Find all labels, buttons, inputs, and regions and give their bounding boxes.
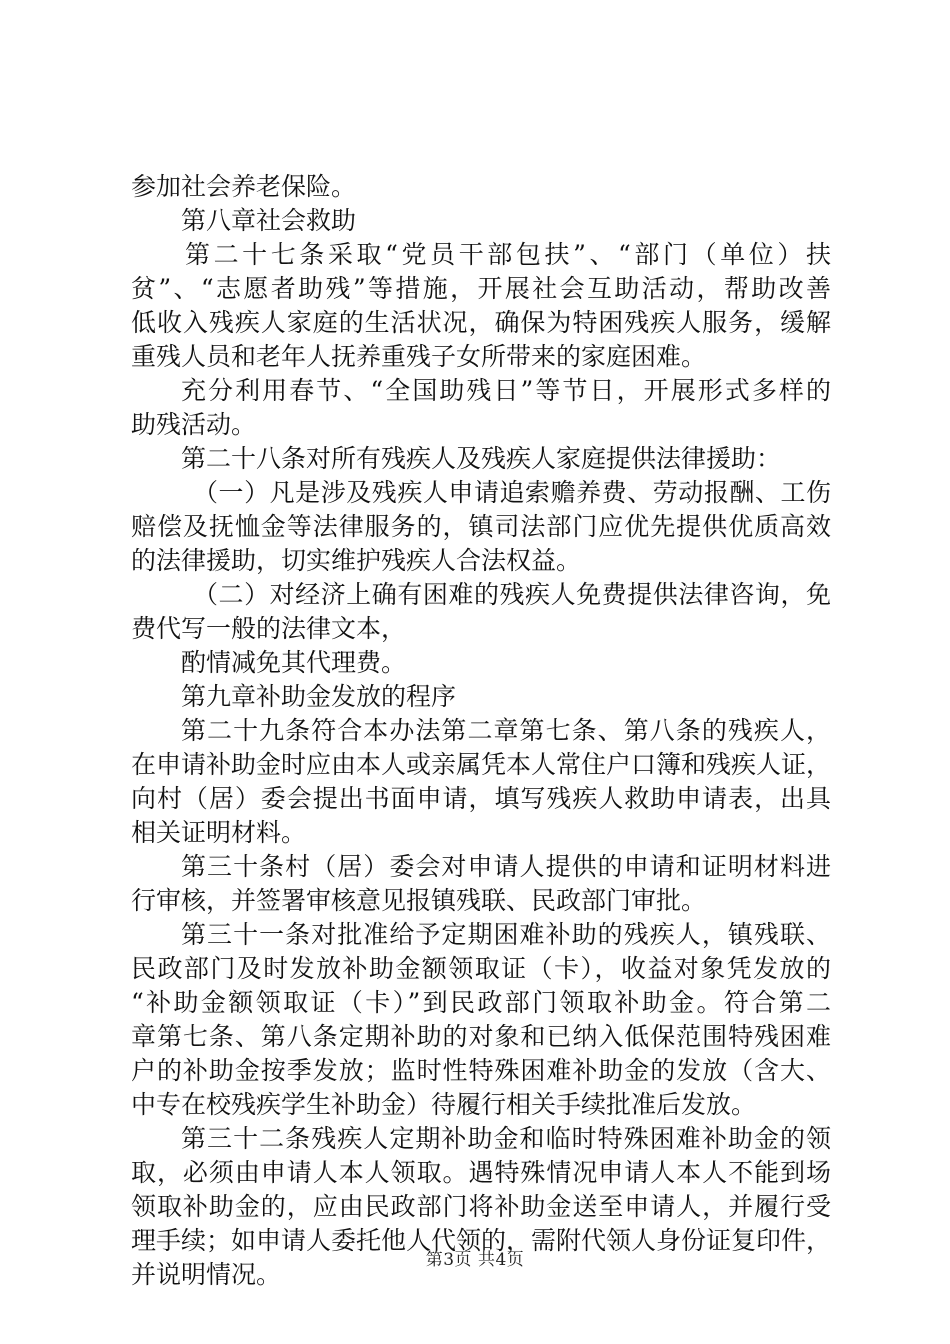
text-line: 民政部门及时发放补助金额领取证（卡），收益对象凭发放的 [131, 954, 831, 983]
text-line: 充分利用春节、“全国助残日”等节日，开展形式多样的 [181, 376, 831, 405]
text-line: 在申请补助金时应由本人或亲属凭本人常住户口簿和残疾人证， [131, 750, 831, 779]
text-line: 并说明情况。 [131, 1260, 282, 1289]
text-line: 行审核，并签署审核意见报镇残联、民政部门审批。 [131, 886, 707, 915]
text-line: 重残人员和老年人抚养重残子女所带来的家庭困难。 [131, 342, 707, 371]
text-line: 取，必须由申请人本人领取。遇特殊情况申请人本人不能到场 [131, 1158, 831, 1187]
text-line: 费代写一般的法律文本， [131, 614, 407, 643]
text-line: 贫”、“志愿者助残”等措施，开展社会互助活动，帮助改善 [131, 274, 831, 303]
text-line: 第二十七条采取“党员干部包扶”、“部门（单位）扶 [185, 240, 831, 269]
text-line: 章第七条、第八条定期补助的对象和已纳入低保范围特残困难 [131, 1022, 831, 1051]
text-line: 参加社会养老保险。 [131, 172, 357, 201]
text-line: 酌情减免其代理费。 [181, 648, 407, 677]
text-line: （一）凡是涉及残疾人申请追索赡养费、劳动报酬、工伤 [193, 478, 831, 507]
text-line: 第八章社会救助 [181, 206, 357, 235]
text-line: 第九章补助金发放的程序 [181, 682, 457, 711]
text-line: 相关证明材料。 [131, 818, 307, 847]
text-line: 领取补助金的，应由民政部门将补助金送至申请人，并履行受 [131, 1192, 831, 1221]
text-line: 第三十条村（居）委会对申请人提供的申请和证明材料进 [181, 852, 831, 881]
document-body [131, 170, 831, 1292]
text-line: 户的补助金按季发放；监时性特殊困难补助金的发放（含大、 [131, 1056, 831, 1085]
text-line: 赔偿及抚恤金等法律服务的，镇司法部门应优先提供优质高效 [131, 512, 831, 541]
text-line: 第二十九条符合本办法第二章第七条、第八条的残疾人， [181, 716, 831, 745]
text-line: “补助金额领取证（卡）”到民政部门领取补助金。符合第二 [131, 988, 831, 1017]
text-line: 低收入残疾人家庭的生活状况，确保为特困残疾人服务，缓解 [131, 308, 831, 337]
text-line: 助残活动。 [131, 410, 257, 439]
text-line: 中专在校残疾学生补助金）待履行相关手续批准后发放。 [131, 1090, 757, 1119]
text-line: 向村（居）委会提出书面申请，填写残疾人救助申请表，出具 [131, 784, 831, 813]
text-line: 第三十一条对批准给予定期困难补助的残疾人，镇残联、 [181, 920, 831, 949]
text-line: （二）对经济上确有困难的残疾人免费提供法律咨询，免 [193, 580, 831, 609]
text-line: 第三十二条残疾人定期补助金和临时特殊困难补助金的领 [181, 1124, 831, 1153]
text-line: 理手续；如申请人委托他人代领的，需附代领人身份证复印件， [131, 1226, 831, 1255]
text-line: 的法律援助，切实维护残疾人合法权益。 [131, 546, 582, 575]
text-line: 第二十八条对所有残疾人及残疾人家庭提供法律援助： [181, 444, 782, 473]
page-footer: 第3页 共4页 [425, 1250, 525, 1270]
